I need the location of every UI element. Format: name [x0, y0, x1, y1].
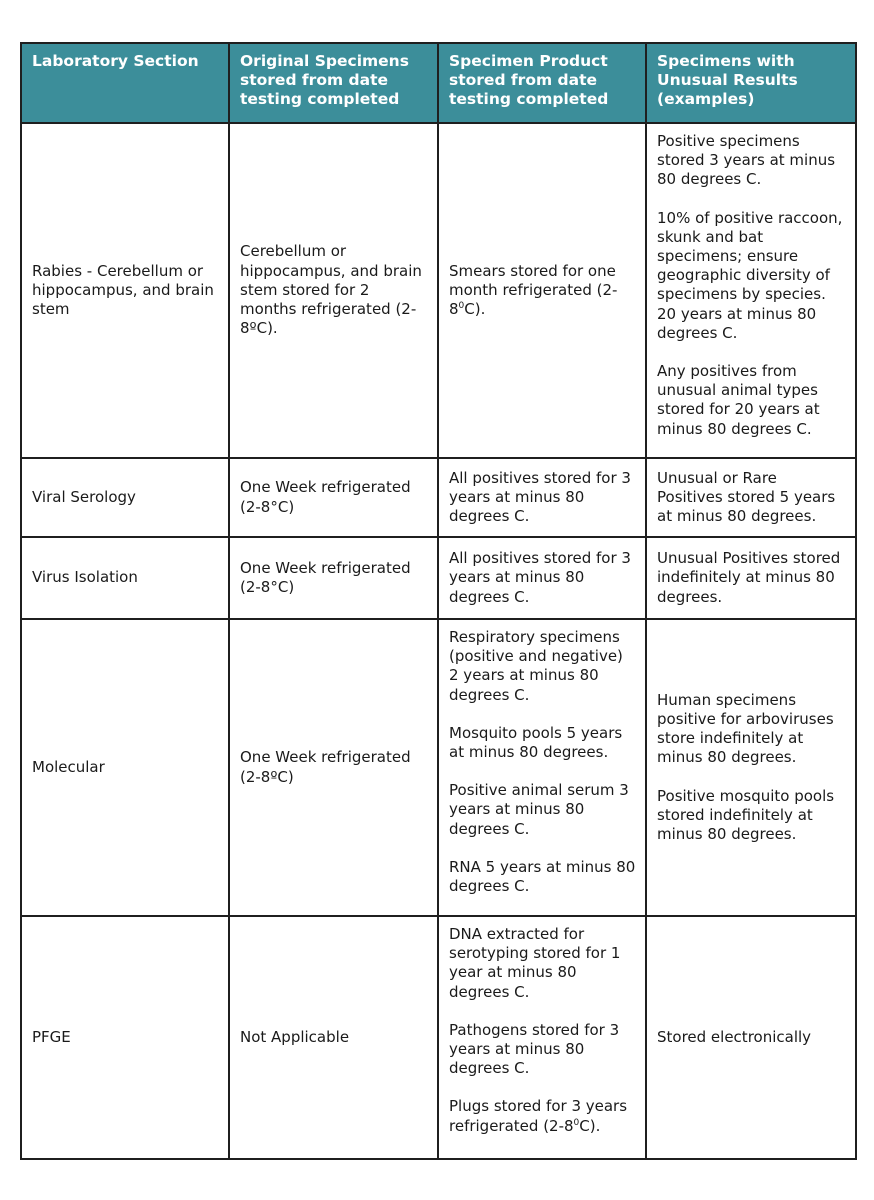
degree-superscript: 0	[458, 301, 465, 312]
unusual-paragraph: Human specimens positive for arboviruses store indefinitely at minus 80 degrees.	[657, 690, 834, 767]
product-paragraph	[449, 1097, 637, 1135]
product-cell: All positives stored for 3 years at minus 80 degrees C.	[438, 537, 646, 619]
table-row	[21, 123, 856, 458]
table-row	[21, 916, 856, 1159]
unusual-cell	[646, 619, 856, 916]
product-paragraph: Respiratory specimens (positive and negative) 2 years at minus 80 degrees C.	[449, 628, 623, 704]
unusual-cell: Unusual or Rare Positives stored 5 years at minus 80 degrees.	[646, 458, 856, 537]
header-laboratory-section: Laboratory Section	[21, 43, 229, 123]
product-paragraph: DNA extracted for serotyping stored for 1 year at minus 80 degrees C.	[449, 925, 621, 1001]
table-row	[21, 537, 856, 619]
header-unusual-results: Specimens with Unusual Results (examples)	[646, 43, 856, 123]
product-cell	[438, 916, 646, 1159]
product-cell	[438, 123, 646, 458]
degree-superscript: 0	[573, 1117, 580, 1128]
unusual-paragraph: Positive mosquito pools stored indefinitely at minus 80 degrees.	[657, 786, 835, 843]
original-cell: One Week refrigerated (2-8°C)	[229, 537, 438, 619]
original-cell: One Week refrigerated (2-8°C)	[229, 458, 438, 537]
specimen-storage-table	[20, 42, 857, 1160]
table-header-row	[21, 43, 856, 123]
unusual-paragraph: Positive specimens stored 3 years at minus 80 degrees C.	[657, 132, 836, 189]
section-cell: Molecular	[21, 619, 229, 916]
original-cell: Not Applicable	[229, 916, 438, 1159]
product-text: Smears stored for one month refrigerated (2-8	[449, 261, 618, 319]
product-paragraph: Pathogens stored for 3 years at minus 80 degrees C.	[449, 1020, 620, 1078]
original-cell: Cerebellum or hippocampus, and brain stem stored for 2 months refrigerated (2-8ºC).	[229, 123, 438, 458]
section-cell: Virus Isolation	[21, 537, 229, 619]
header-original-specimens: Original Specimens stored from date testing completed	[229, 43, 438, 123]
product-cell	[438, 619, 646, 916]
product-text-end: C).	[579, 1116, 601, 1135]
unusual-cell: Unusual Positives stored indefinitely at minus 80 degrees.	[646, 537, 856, 619]
unusual-paragraph: 10% of positive raccoon, skunk and bat specimens; ensure geographic diversity of specimens by species. 20 years at minus 80 degrees C.	[657, 208, 843, 342]
header-specimen-product: Specimen Product stored from date testing completed	[438, 43, 646, 123]
product-paragraph: Positive animal serum 3 years at minus 80 degrees C.	[449, 781, 629, 838]
product-cell: All positives stored for 3 years at minus 80 degrees C.	[438, 458, 646, 537]
unusual-cell	[646, 123, 856, 458]
product-paragraph: RNA 5 years at minus 80 degrees C.	[449, 857, 636, 896]
product-text-end: C).	[464, 300, 486, 319]
table-row	[21, 458, 856, 537]
original-cell: One Week refrigerated (2-8ºC)	[229, 619, 438, 916]
section-cell: Viral Serology	[21, 458, 229, 537]
unusual-cell: Stored electronically	[646, 916, 856, 1159]
table-row	[21, 619, 856, 916]
unusual-paragraph: Any positives from unusual animal types stored for 20 years at minus 80 degrees C.	[657, 362, 820, 438]
section-cell: PFGE	[21, 916, 229, 1159]
product-paragraph: Mosquito pools 5 years at minus 80 degrees.	[449, 723, 623, 762]
section-cell: Rabies - Cerebellum or hippocampus, and brain stem	[21, 123, 229, 458]
product-text: Plugs stored for 3 years refrigerated (2-8	[449, 1097, 628, 1135]
